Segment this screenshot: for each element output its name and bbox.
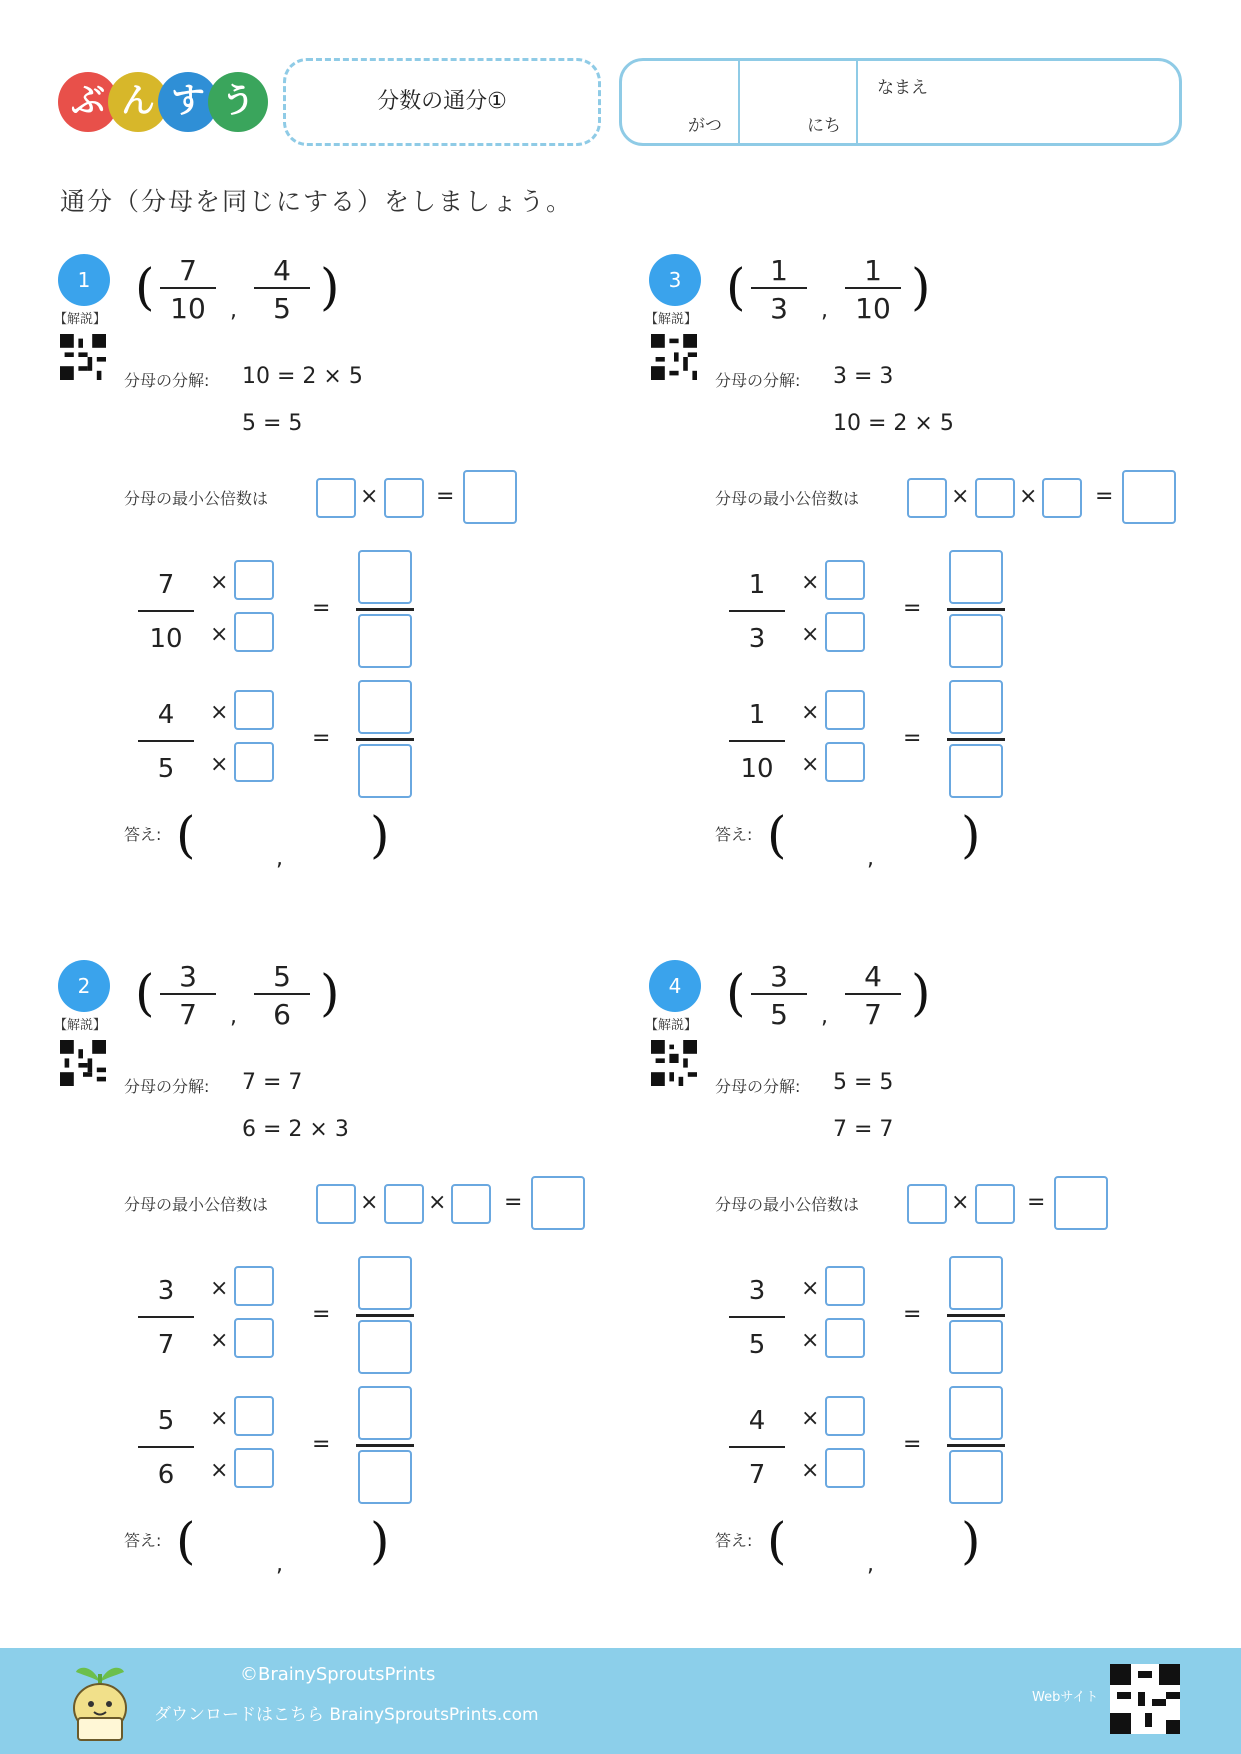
divider — [738, 61, 740, 143]
denominator: 5 — [770, 998, 788, 1031]
answer-close-paren: ) — [370, 806, 390, 864]
denominator: 3 — [748, 624, 766, 654]
comma: , — [867, 1552, 874, 1577]
answer-label: 答え: — [124, 825, 162, 844]
equals-sign: = — [903, 596, 922, 621]
times-sign: × — [210, 622, 229, 647]
close-paren: ) — [911, 258, 931, 316]
times-sign: × — [1019, 484, 1038, 509]
times-sign: × — [210, 1458, 229, 1483]
factor-line-2: 5 = 5 — [242, 411, 303, 436]
problem-3 — [645, 254, 1209, 894]
answer-open-paren: ( — [176, 1512, 196, 1570]
numerator: 1 — [770, 254, 788, 287]
result-num-box[interactable] — [358, 550, 412, 604]
times-sign: × — [428, 1190, 447, 1215]
factor-label: 分母の分解: — [124, 1077, 210, 1096]
times-sign: × — [801, 1458, 820, 1483]
open-paren: ( — [726, 258, 746, 316]
factor-label: 分母の分解: — [715, 1077, 801, 1096]
lcm-factor-box[interactable] — [316, 478, 356, 518]
lcm-factor-box[interactable] — [1042, 478, 1082, 518]
denominator: 6 — [273, 998, 291, 1031]
multiplier-den-box[interactable] — [825, 1448, 865, 1488]
numerator: 3 — [770, 960, 788, 993]
factor-label: 分母の分解: — [124, 371, 210, 390]
times-sign: × — [210, 700, 229, 725]
numerator: 7 — [157, 570, 175, 600]
close-paren: ) — [320, 258, 340, 316]
result-num-box[interactable] — [358, 680, 412, 734]
multiplier-den-box[interactable] — [825, 1318, 865, 1358]
problem-number-badge: 4 — [649, 960, 701, 1012]
result-den-box[interactable] — [358, 1450, 412, 1504]
times-sign: × — [801, 1276, 820, 1301]
denominator: 5 — [273, 292, 291, 325]
denominator: 3 — [770, 292, 788, 325]
lcm-factor-box[interactable] — [384, 1184, 424, 1224]
denominator: 5 — [748, 1330, 766, 1360]
comma: , — [276, 1552, 283, 1577]
numerator: 3 — [179, 960, 197, 993]
factor-line-2: 10 = 2 × 5 — [833, 411, 954, 436]
fraction-bar — [947, 1314, 1005, 1317]
comma: , — [230, 1004, 237, 1029]
divider — [856, 61, 858, 143]
times-sign: × — [951, 1190, 970, 1215]
factor-line-1: 5 = 5 — [833, 1070, 894, 1095]
denominator: 7 — [157, 1330, 175, 1360]
fraction-bar — [947, 1444, 1005, 1447]
answer-label: 答え: — [124, 1531, 162, 1550]
lcm-factor-box[interactable] — [907, 1184, 947, 1224]
qr-code-icon[interactable] — [651, 334, 697, 380]
answer-close-paren: ) — [961, 806, 981, 864]
denominator: 7 — [748, 1460, 766, 1490]
result-den-box[interactable] — [949, 744, 1003, 798]
fraction-bar — [947, 738, 1005, 741]
qr-code-icon[interactable] — [60, 1040, 106, 1086]
factor-line-2: 7 = 7 — [833, 1117, 894, 1142]
result-num-box[interactable] — [949, 1386, 1003, 1440]
open-paren: ( — [135, 964, 155, 1022]
answer-close-paren: ) — [370, 1512, 390, 1570]
logo-char-1: ぶ — [58, 72, 118, 132]
lcm-factor-box[interactable] — [975, 478, 1015, 518]
comma: , — [230, 298, 237, 323]
denominator: 5 — [157, 754, 175, 784]
name-date-box — [619, 58, 1182, 146]
fraction-bar — [356, 738, 414, 741]
times-sign: × — [360, 484, 379, 509]
numerator: 4 — [748, 1406, 766, 1436]
result-num-box[interactable] — [949, 1256, 1003, 1310]
numerator: 4 — [273, 254, 291, 287]
multiplier-num-box[interactable] — [234, 690, 274, 730]
denominator: 10 — [855, 292, 891, 325]
times-sign: × — [801, 1406, 820, 1431]
equals-sign: = — [436, 484, 455, 509]
factor-line-1: 7 = 7 — [242, 1070, 303, 1095]
copyright: ©BrainySproutsPrints — [240, 1664, 436, 1685]
factor-label: 分母の分解: — [715, 371, 801, 390]
factor-line-1: 3 = 3 — [833, 364, 894, 389]
footer — [0, 1648, 1241, 1754]
numerator: 1 — [748, 700, 766, 730]
logo — [58, 72, 268, 134]
problem-1 — [54, 254, 618, 894]
times-sign: × — [210, 1328, 229, 1353]
download-link[interactable]: ダウンロードはこちら BrainySproutsPrints.com — [154, 1705, 539, 1725]
day-label: にち — [807, 116, 841, 136]
numerator: 4 — [864, 960, 882, 993]
answer-open-paren: ( — [767, 806, 787, 864]
close-paren: ) — [911, 964, 931, 1022]
result-num-box[interactable] — [949, 550, 1003, 604]
numerator: 5 — [157, 1406, 175, 1436]
lcm-factor-box[interactable] — [384, 478, 424, 518]
multiplier-den-box[interactable] — [825, 742, 865, 782]
fraction-bar — [356, 1444, 414, 1447]
website-label: Webサイト — [1032, 1690, 1099, 1705]
result-den-box[interactable] — [949, 614, 1003, 668]
answer-close-paren: ) — [961, 1512, 981, 1570]
open-paren: ( — [726, 964, 746, 1022]
result-den-box[interactable] — [358, 1320, 412, 1374]
website-qr-code-icon[interactable] — [1110, 1664, 1180, 1734]
problem-number-badge: 3 — [649, 254, 701, 306]
multiplier-num-box[interactable] — [234, 1396, 274, 1436]
denominator: 10 — [740, 754, 774, 784]
answer-label: 答え: — [715, 825, 753, 844]
open-paren: ( — [135, 258, 155, 316]
lcm-factor-box[interactable] — [451, 1184, 491, 1224]
multiplier-num-box[interactable] — [825, 1266, 865, 1306]
times-sign: × — [801, 700, 820, 725]
name-label: なまえ — [877, 78, 928, 98]
kaisetsu-label: 【解説】 — [645, 312, 698, 327]
numerator: 3 — [748, 1276, 766, 1306]
multiplier-num-box[interactable] — [234, 1266, 274, 1306]
result-num-box[interactable] — [358, 1386, 412, 1440]
lcm-label: 分母の最小公倍数は — [124, 1195, 269, 1214]
comma: , — [821, 298, 828, 323]
times-sign: × — [801, 622, 820, 647]
logo-char-4: う — [208, 72, 268, 132]
lcm-label: 分母の最小公倍数は — [715, 489, 860, 508]
logo-char-3: す — [158, 72, 218, 132]
equals-sign: = — [312, 1432, 331, 1457]
multiplier-num-box[interactable] — [825, 560, 865, 600]
lcm-label: 分母の最小公倍数は — [124, 489, 269, 508]
numerator: 7 — [179, 254, 197, 287]
times-sign: × — [210, 752, 229, 777]
result-den-box[interactable] — [949, 1320, 1003, 1374]
result-den-box[interactable] — [949, 1450, 1003, 1504]
factor-line-1: 10 = 2 × 5 — [242, 364, 363, 389]
multiplier-den-box[interactable] — [234, 742, 274, 782]
comma: , — [821, 1004, 828, 1029]
equals-sign: = — [312, 596, 331, 621]
problem-4 — [645, 960, 1209, 1600]
times-sign: × — [210, 1406, 229, 1431]
problem-number-badge: 2 — [58, 960, 110, 1012]
factor-line-2: 6 = 2 × 3 — [242, 1117, 349, 1142]
result-num-box[interactable] — [949, 680, 1003, 734]
equals-sign: = — [312, 726, 331, 751]
fraction-bar — [356, 608, 414, 611]
qr-code-icon[interactable] — [651, 1040, 697, 1086]
times-sign: × — [801, 570, 820, 595]
equals-sign: = — [903, 1302, 922, 1327]
lcm-factor-box[interactable] — [316, 1184, 356, 1224]
times-sign: × — [801, 1328, 820, 1353]
fraction-bar — [356, 1314, 414, 1317]
multiplier-num-box[interactable] — [825, 1396, 865, 1436]
multiplier-num-box[interactable] — [234, 560, 274, 600]
answer-open-paren: ( — [176, 806, 196, 864]
result-den-box[interactable] — [358, 614, 412, 668]
denominator: 10 — [149, 624, 183, 654]
times-sign: × — [951, 484, 970, 509]
numerator: 1 — [748, 570, 766, 600]
problem-2 — [54, 960, 618, 1600]
instruction: 通分（分母を同じにする）をしましょう。 — [60, 187, 574, 216]
comma: , — [867, 846, 874, 871]
result-num-box[interactable] — [358, 1256, 412, 1310]
equals-sign: = — [504, 1190, 523, 1215]
denominator: 7 — [864, 998, 882, 1031]
multiplier-num-box[interactable] — [825, 690, 865, 730]
comma: , — [276, 846, 283, 871]
kaisetsu-label: 【解説】 — [54, 312, 107, 327]
lcm-result-box[interactable] — [531, 1176, 585, 1230]
multiplier-den-box[interactable] — [234, 1318, 274, 1358]
numerator: 1 — [864, 254, 882, 287]
equals-sign: = — [1095, 484, 1114, 509]
kaisetsu-label: 【解説】 — [645, 1018, 698, 1033]
equals-sign: = — [903, 726, 922, 751]
lcm-factor-box[interactable] — [907, 478, 947, 518]
multiplier-den-box[interactable] — [234, 612, 274, 652]
times-sign: × — [360, 1190, 379, 1215]
close-paren: ) — [320, 964, 340, 1022]
result-den-box[interactable] — [358, 744, 412, 798]
equals-sign: = — [1027, 1190, 1046, 1215]
multiplier-den-box[interactable] — [234, 1448, 274, 1488]
times-sign: × — [210, 1276, 229, 1301]
times-sign: × — [801, 752, 820, 777]
answer-open-paren: ( — [767, 1512, 787, 1570]
qr-code-icon[interactable] — [60, 334, 106, 380]
logo-char-2: ん — [108, 72, 168, 132]
denominator: 6 — [157, 1460, 175, 1490]
equals-sign: = — [903, 1432, 922, 1457]
lcm-result-box[interactable] — [1122, 470, 1176, 524]
kaisetsu-label: 【解説】 — [54, 1018, 107, 1033]
fraction-bar — [947, 608, 1005, 611]
denominator: 10 — [170, 292, 206, 325]
lcm-result-box[interactable] — [463, 470, 517, 524]
numerator: 5 — [273, 960, 291, 993]
numerator: 3 — [157, 1276, 175, 1306]
multiplier-den-box[interactable] — [825, 612, 865, 652]
problem-number-badge: 1 — [58, 254, 110, 306]
month-label: がつ — [688, 116, 722, 136]
numerator: 4 — [157, 700, 175, 730]
answer-label: 答え: — [715, 1531, 753, 1550]
times-sign: × — [210, 570, 229, 595]
worksheet-title: 分数の通分① — [283, 58, 601, 146]
equals-sign: = — [312, 1302, 331, 1327]
denominator: 7 — [179, 998, 197, 1031]
lcm-factor-box[interactable] — [975, 1184, 1015, 1224]
sprout-mascot-icon — [68, 1660, 132, 1744]
lcm-label: 分母の最小公倍数は — [715, 1195, 860, 1214]
lcm-result-box[interactable] — [1054, 1176, 1108, 1230]
